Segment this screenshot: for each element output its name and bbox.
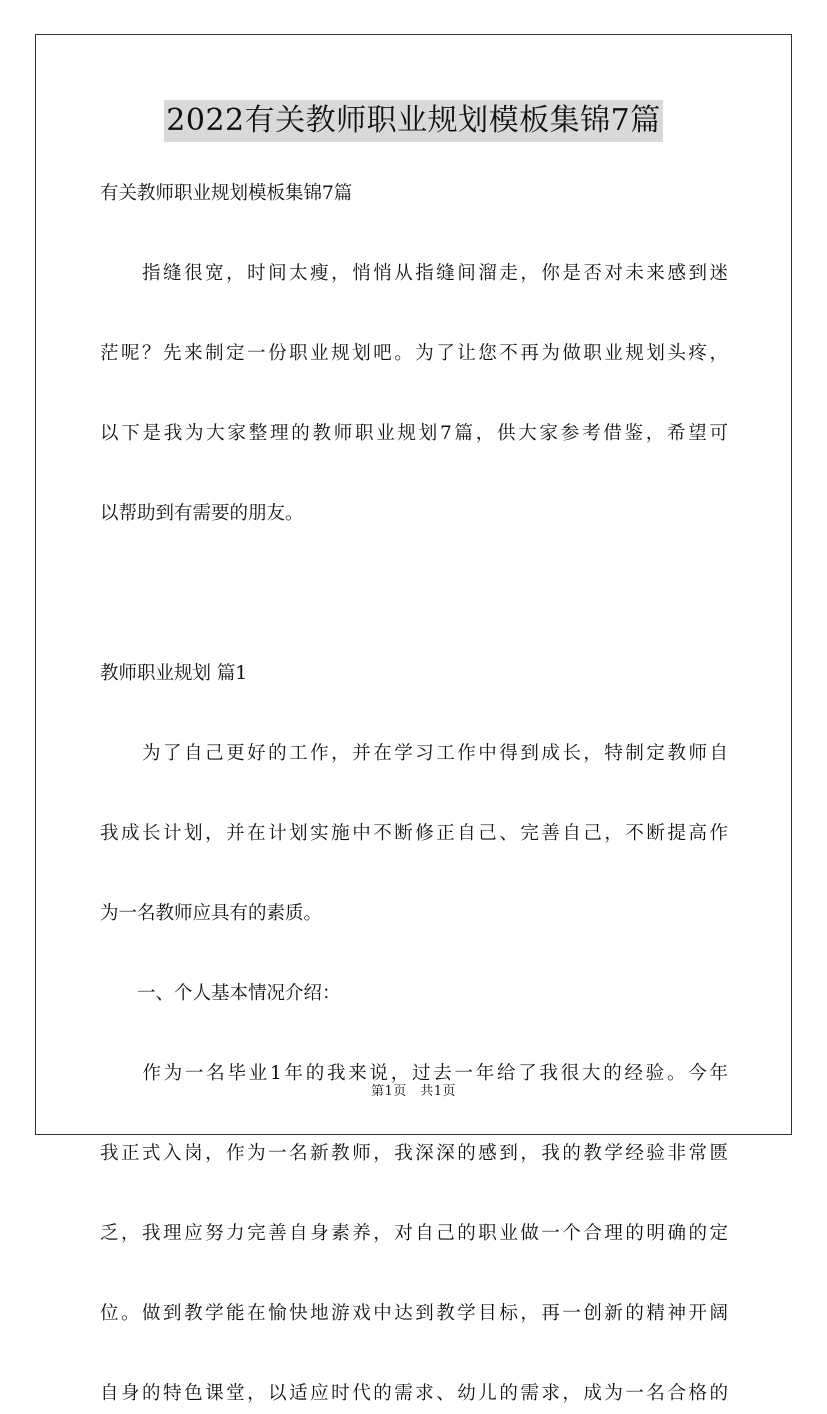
paragraph-line: 位。做到教学能在愉快地游戏中达到教学目标，再一创新的精神开阔	[100, 1303, 728, 1324]
spacer	[100, 454, 728, 494]
document-title: 2022有关教师职业规划模板集锦7篇	[164, 100, 662, 142]
spacer	[100, 574, 728, 614]
page-footer: 第1页 共1页	[370, 1084, 457, 1099]
paragraph-line: 指缝很宽，时间太瘦，悄悄从指缝间溜走，你是否对未来感到迷	[100, 263, 728, 284]
document-body	[100, 174, 728, 1414]
paragraph-line: 我成长计划，并在计划实施中不断修正自己、完善自己，不断提高作	[100, 823, 728, 844]
spacer	[100, 694, 728, 734]
spacer	[100, 374, 728, 414]
paragraph-line: 乏，我理应努力完善自身素养，对自己的职业做一个合理的明确的定	[100, 1223, 728, 1244]
paragraph-line: 以下是我为大家整理的教师职业规划7篇，供大家参考借鉴，希望可	[100, 423, 728, 444]
spacer	[100, 774, 728, 814]
subheading-line: 一、个人基本情况介绍：	[100, 983, 341, 1004]
spacer	[100, 294, 728, 334]
paragraph-line: 为了自己更好的工作，并在学习工作中得到成长，特制定教师自	[100, 743, 728, 764]
spacer	[100, 1174, 728, 1214]
paragraph-line: 为一名教师应具有的素质。	[100, 903, 323, 924]
spacer	[100, 1014, 728, 1054]
spacer	[100, 1254, 728, 1294]
paragraph-line: 茫呢？先来制定一份职业规划吧。为了让您不再为做职业规划头疼，	[100, 343, 728, 364]
spacer	[100, 214, 728, 254]
document-subtitle: 有关教师职业规划模板集锦7篇	[100, 183, 353, 204]
paragraph-line: 作为一名毕业1年的我来说，过去一年给了我很大的经验。今年	[100, 1063, 728, 1084]
spacer	[100, 534, 728, 574]
spacer	[100, 614, 728, 654]
paragraph-line: 自身的特色课堂，以适应时代的需求、幼儿的需求，成为一名合格的	[100, 1383, 728, 1404]
paragraph-line: 以帮助到有需要的朋友。	[100, 503, 304, 524]
section-heading: 教师职业规划 篇1	[100, 663, 248, 684]
title-wrap	[0, 100, 827, 142]
spacer	[100, 1334, 728, 1374]
spacer	[100, 934, 728, 974]
spacer	[100, 854, 728, 894]
paragraph-line: 我正式入岗，作为一名新教师，我深深的感到，我的教学经验非常匮	[100, 1143, 728, 1164]
